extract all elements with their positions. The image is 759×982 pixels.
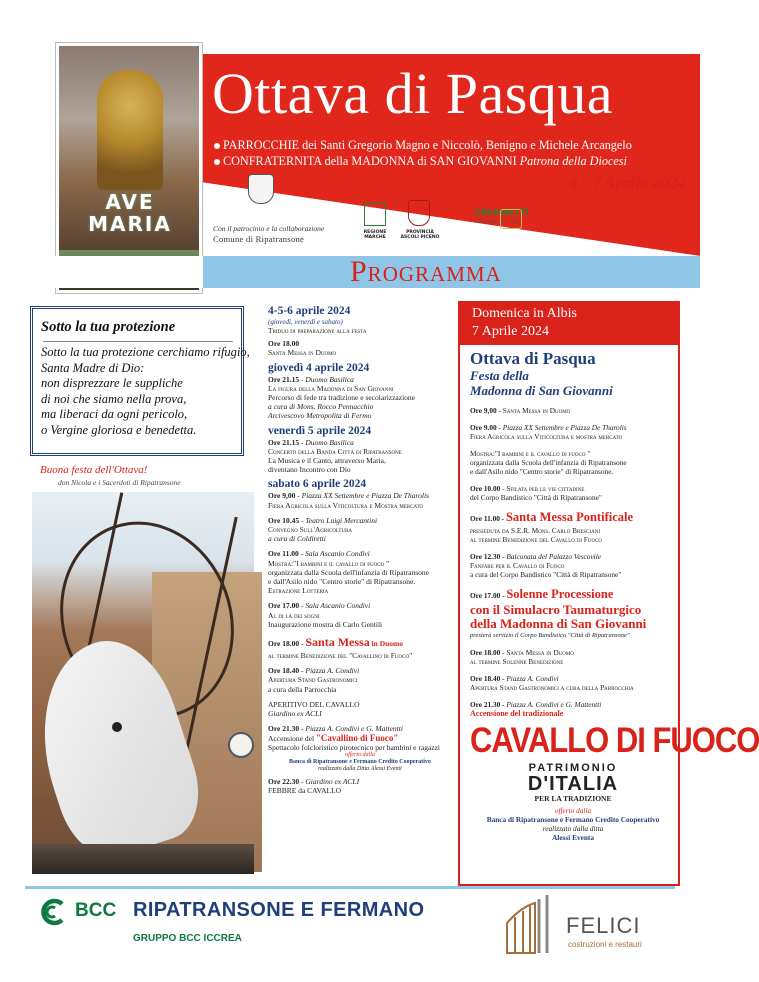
- sunday-program-box: [458, 301, 759, 886]
- event-line: Percorso di fede tra tradizione e secolarizzazione: [268, 393, 416, 403]
- tradizione-label: PER LA TRADIZIONE: [534, 794, 612, 803]
- event-line: Accensione del "Cavallino di Fuoco": [268, 732, 399, 743]
- event-line: Apertura Stand Gastronomici: [268, 675, 358, 685]
- patrimonio-label: PATRIMONIO: [528, 762, 618, 774]
- event-line: Fiera Agricola sulla Viticoltura e mostra mercato: [470, 432, 623, 441]
- event-line: Santa Messa in Duomo: [268, 348, 337, 358]
- event-time: Ore 18.00 - Santa Messa in Duomo: [268, 635, 404, 650]
- event-line: Arcivescovo Metropolita di Fermo: [268, 411, 372, 421]
- italia-label: D'ITALIA: [527, 773, 619, 795]
- event-time: Ore 18.00: [268, 339, 300, 349]
- bank-name: RIPATRANSONE E FERMANO: [133, 899, 425, 921]
- sponsor-line: offerto dalla: [554, 806, 592, 815]
- day-heading: sabato 6 aprile 2024: [268, 478, 367, 491]
- coldiretti-icon: [500, 209, 522, 229]
- footer-rule: [25, 886, 675, 889]
- event-time: Ore 17.00 - Sala Ascanio Condivi: [268, 601, 371, 611]
- patronage-text: Con il patrocinio e la collaborazione: [213, 224, 325, 233]
- event-line: e dall'Asilo nido "Centro storie" di Ripatransone.: [268, 577, 416, 587]
- event-line: e dall'Asilo nido "Centro storie" di Ripatransone.: [470, 467, 614, 476]
- day-note: (giovedì, venerdì e sabato): [268, 318, 343, 326]
- prayer-line: Sotto la tua protezione cerchiamo rifugio,: [41, 345, 250, 359]
- event-line: Giardino ex ACLI: [268, 709, 322, 719]
- event-time: Ore 21.15 - Duomo Basilica: [268, 437, 354, 447]
- event-line: APERITIVO DEL CAVALLO: [268, 699, 360, 709]
- procession-line: con il Simulacro Taumaturgico: [470, 602, 642, 617]
- sunday-day: Domenica in Albis: [472, 306, 577, 321]
- event-line: La figura della Madonna di San Giovanni: [268, 383, 394, 393]
- cavallo-di-fuoco-photo: [32, 492, 254, 874]
- coldiretti-logo: COLDIRETTI: [475, 208, 529, 217]
- sunday-date: 7 Aprile 2024: [472, 324, 549, 339]
- event-line: Estrazione Lotteria: [268, 586, 329, 596]
- event-time: Ore 17.00 - Solenne Processione: [470, 587, 614, 601]
- event-line: La Musica e il Canto, attraverso Maria,: [268, 456, 386, 466]
- event-line: a cura del Corpo Bandistico "Città di Ripatransone": [470, 570, 622, 579]
- sunday-title: Ottava di Pasqua: [470, 349, 596, 368]
- event-line: al termine Benedizione del Cavallo di Fuoco: [470, 535, 603, 544]
- event-line: Fanfare per il Cavallo di Fuoco: [470, 561, 565, 570]
- event-line: Apertura Stand Gastronomici a cura della Parrocchia: [470, 683, 634, 692]
- bank-group: GRUPPO BCC ICCREA: [133, 933, 242, 944]
- greeting-signature: don Nicola e i Sacerdoti di Ripatransone: [58, 478, 181, 487]
- event-line: FEBBRE da CAVALLO: [268, 786, 342, 796]
- event-time: Ore 10.45 - Teatro Luigi Mercantini: [268, 515, 378, 525]
- event-line: Triduo di preparazione alla festa: [268, 326, 367, 335]
- event-time: Ore 22.30 - Giardino ex ACLI: [268, 776, 360, 786]
- event-line: Inaugurazione mostra di Carlo Gentili: [268, 619, 383, 629]
- event-line: a cura di Mons. Rocco Pennacchio: [268, 402, 374, 412]
- regione-marche-logo: [364, 202, 386, 226]
- bcc-logo-icon: [38, 898, 70, 926]
- event-time: Ore 21.30 - Piazza A. Condivi e G. Mattentti: [470, 700, 602, 709]
- day-heading: venerdì 5 aprile 2024: [268, 424, 372, 437]
- prayer-title: Sotto la tua protezione: [41, 319, 176, 335]
- event-line: diventano Incontro con Dio: [268, 465, 351, 475]
- event-time: Ore 18.00 - Santa Messa in Duomo: [470, 648, 574, 657]
- event-time: Ore 21.15 - Duomo Basilica: [268, 374, 354, 384]
- prayer-line: ma liberaci da ogni pericolo,: [41, 407, 188, 421]
- event-time: Ore 21.30 - Piazza A. Condivi e G. Mattentti: [268, 724, 403, 734]
- event-line: a cura della Parrocchia: [268, 684, 337, 694]
- event-dates: 4 - 7 Aprile 2024: [569, 173, 686, 192]
- prayer-box: [30, 306, 250, 456]
- madonna-poster-image: AVE MARIA: [56, 43, 202, 293]
- bcc-wordmark: BCC: [75, 900, 117, 921]
- event-line: presieduta da S.E.R. Mons. Carlo Bresciani: [470, 526, 601, 535]
- comune-name: Comune di Ripatransone: [213, 234, 305, 244]
- felici-building-icon: [505, 893, 561, 955]
- parishes-line: PARROCCHIE dei Santi Gregorio Magno e Niccolò, Benigno e Michele Arcangelo: [214, 138, 632, 153]
- event-time: Ore 11.00 - Santa Messa Pontificale: [470, 510, 634, 524]
- prayer-line: o Vergine gloriosa e benedetta.: [41, 422, 197, 437]
- sponsor-line: offerto dalla: [345, 751, 375, 758]
- event-time: Ore 18.40 - Piazza A. Condivi: [268, 666, 360, 676]
- prayer-line: di noi che siamo nella prova,: [41, 391, 187, 406]
- event-line: Accensione del tradizionale: [470, 709, 564, 718]
- sunday-subtitle: Madonna di San Giovanni: [470, 383, 613, 398]
- regione-marche-label: REGIONE MARCHE: [363, 230, 387, 240]
- felici-wordmark: FELICI: [566, 913, 641, 938]
- provincia-label: PROVINCIA ASCOLI PICENO: [400, 230, 440, 240]
- felici-tagline: costruzioni e restauri: [568, 940, 642, 949]
- provincia-logo: [408, 200, 430, 226]
- event-line: presterà servizio il Corpo Bandistico "Città di Ripatransone": [470, 632, 630, 639]
- day-heading: giovedì 4 aprile 2024: [268, 361, 370, 374]
- sunday-header: [460, 303, 678, 345]
- coldiretti-tagline: PORTAMONE DEL FARE: [475, 219, 519, 224]
- programma-heading: Programma: [350, 255, 502, 288]
- event-time: Ore 9.00 - Piazza XX Settembre e Piazza De Tharolis: [470, 423, 627, 432]
- event-line: Fiera Agricola sulla Viticoltura e Mostra mercato: [268, 500, 424, 510]
- event-time: Ore 11.00 - Sala Ascanio Condivi: [268, 549, 370, 559]
- sponsor-line: realizzato dalla Ditta Alessi Eventi: [318, 765, 402, 772]
- sponsor-line: Alessi Eventa: [552, 833, 594, 842]
- confraternity-line: CONFRATERNITA della MADONNA di SAN GIOVANNI Patrona della Diocesi: [214, 154, 627, 169]
- sunday-subtitle: Festa della: [470, 368, 529, 383]
- event-time: Ore 12.30 - Balconata del Palazzo Vescovile: [470, 552, 601, 561]
- day-heading: 4-5-6 aprile 2024: [268, 305, 351, 317]
- band-left-blank: [0, 256, 203, 288]
- event-title: Ottava di Pasqua: [212, 61, 614, 126]
- event-time: Ore 9,00 - Piazza XX Settembre e Piazza De Tharolis: [268, 491, 429, 501]
- event-time: Ore 9,00 - Santa Messa in Duomo: [470, 406, 571, 415]
- event-line: del Corpo Bandistico "Città di Ripatransone": [470, 493, 602, 502]
- event-line: Mostra:"I bambini e il cavallo di fuoco ": [268, 558, 390, 568]
- prayer-line: Santa Madre di Dio:: [41, 360, 145, 375]
- event-line: al termine Solenne Benedizione: [470, 657, 564, 666]
- cavallo-di-fuoco-heading: CAVALLO DI FUOCO: [470, 720, 759, 761]
- event-line: Convegno Sull'Agricoltura: [268, 525, 353, 535]
- event-line: a cura di Coldiretti: [268, 534, 326, 544]
- event-line: al termine Benedizione del "Cavallino di Fuoco": [268, 651, 413, 661]
- comune-crest-icon: [248, 174, 274, 204]
- event-line: Mostra:"I bambini e il cavallo di fuoco ": [470, 449, 591, 458]
- prayer-line: non disprezzare le suppliche: [41, 376, 183, 390]
- sponsor-line: realizzato dalla ditta: [542, 824, 604, 833]
- program-schedule: [268, 305, 452, 795]
- sponsor-line: Banca di Ripatransone e Fermano Credito Cooperativo: [289, 758, 431, 765]
- event-line: Spettacolo folcloristico pirotecnico per bambini e ragazzi: [268, 742, 441, 752]
- event-line: Concerto della Banda Città di Ripatransone: [268, 446, 402, 456]
- procession-line: della Madonna di San Giovanni: [470, 616, 647, 631]
- event-line: organizzata dalla Scuola dell'infanzia di Ripatransone: [470, 458, 627, 467]
- event-time: Ore 10.00 - Sfilata per le vie cittadine: [470, 484, 585, 493]
- event-time: Ore 18.40 - Piazza A. Condivi: [470, 674, 559, 683]
- event-line: organizzata dalla Scuola dell'infanzia di Ripatransone: [268, 567, 429, 577]
- sponsor-line: Banca di Ripatransone e Fermano Credito Cooperativo: [486, 815, 660, 824]
- greeting-line: Buona festa dell'Ottava!: [40, 464, 148, 476]
- event-line: Al di là dei sogni: [268, 610, 320, 620]
